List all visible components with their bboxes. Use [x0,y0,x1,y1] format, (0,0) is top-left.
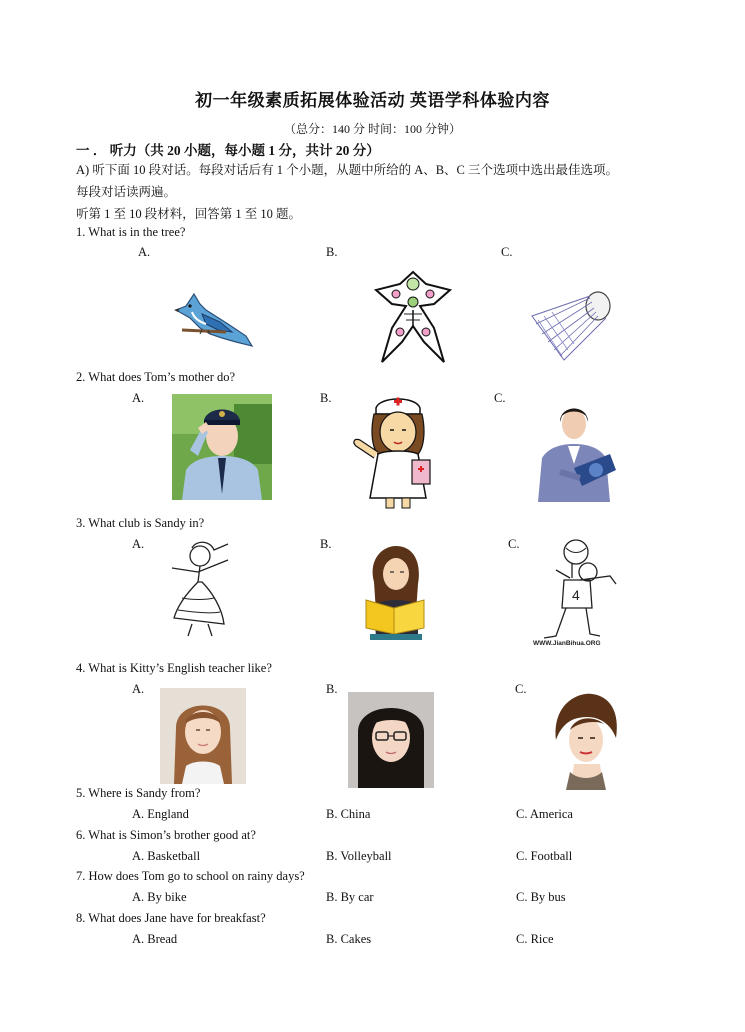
q2-option-c: C. [494,391,506,405]
q3-option-a: A. [132,537,145,551]
q3-option-c: C. [508,537,520,551]
q1-option-c: C. [501,245,513,259]
q6-option-b: B. Volleyball [326,849,392,863]
police-officer-photo [172,394,272,500]
nurse-cartoon [350,392,446,510]
glasses-woman-photo [348,692,434,788]
bird-illustration [172,288,254,354]
watermark: WWW.JianBihua.ORG [533,640,601,647]
question-5: 5. Where is Sandy from? [76,786,201,800]
section-heading-listening: 一 ． 听力（共 20 小题，每小题 1 分，共计 20 分） [76,143,380,158]
exam-info: （总分：140 分 时间：100 分钟） [283,122,461,136]
shuttlecock-illustration [528,290,614,362]
instruction-line-2: 每段对话读两遍。 [76,185,177,199]
q6-option-a: A. Basketball [132,849,201,863]
q4-option-c: C. [515,682,527,696]
q5-option-a: A. England [132,807,189,821]
q6-option-c: C. Football [516,849,573,863]
q8-option-a: A. Bread [132,932,178,946]
instruction-line-1: A) 听下面 10 段对话。每段对话后有 1 个小题，从题中所给的 A、B、C 三个选项中选出最佳选项。 [76,163,619,177]
q8-option-c: C. Rice [516,932,554,946]
question-4: 4. What is Kitty’s English teacher like? [76,661,272,675]
svg-text:4: 4 [572,587,580,603]
q7-option-b: B. By car [326,890,374,904]
q3-option-b: B. [320,537,332,551]
q5-option-c: C. America [516,807,573,821]
question-1: 1. What is in the tree? [76,225,186,239]
q4-option-b: B. [326,682,338,696]
page-title: 初一年级素质拓展体验活动 英语学科体验内容 [195,91,550,110]
girl-reading-illustration [360,542,432,642]
question-3: 3. What club is Sandy in? [76,516,205,530]
businesswoman-photo [530,394,618,502]
question-8: 8. What does Jane have for breakfast? [76,911,266,925]
long-hair-woman-photo [160,688,246,784]
q1-option-a: A. [138,245,151,259]
q1-option-b: B. [326,245,338,259]
dancing-girl-sketch [158,538,244,640]
volleyball-player-sketch [530,538,624,650]
question-7: 7. How does Tom go to school on rainy days? [76,869,305,883]
instruction-line-3: 听第 1 至 10 段材料，回答第 1 至 10 题。 [76,207,302,221]
q5-option-b: B. China [326,807,371,821]
question-6: 6. What is Simon’s brother good at? [76,828,256,842]
q2-option-b: B. [320,391,332,405]
q8-option-b: B. Cakes [326,932,372,946]
q4-option-a: A. [132,682,145,696]
short-hair-woman-photo [548,690,622,790]
kite-illustration [374,270,452,364]
question-2: 2. What does Tom’s mother do? [76,370,236,384]
q7-option-c: C. By bus [516,890,566,904]
q2-option-a: A. [132,391,145,405]
q7-option-a: A. By bike [132,890,187,904]
